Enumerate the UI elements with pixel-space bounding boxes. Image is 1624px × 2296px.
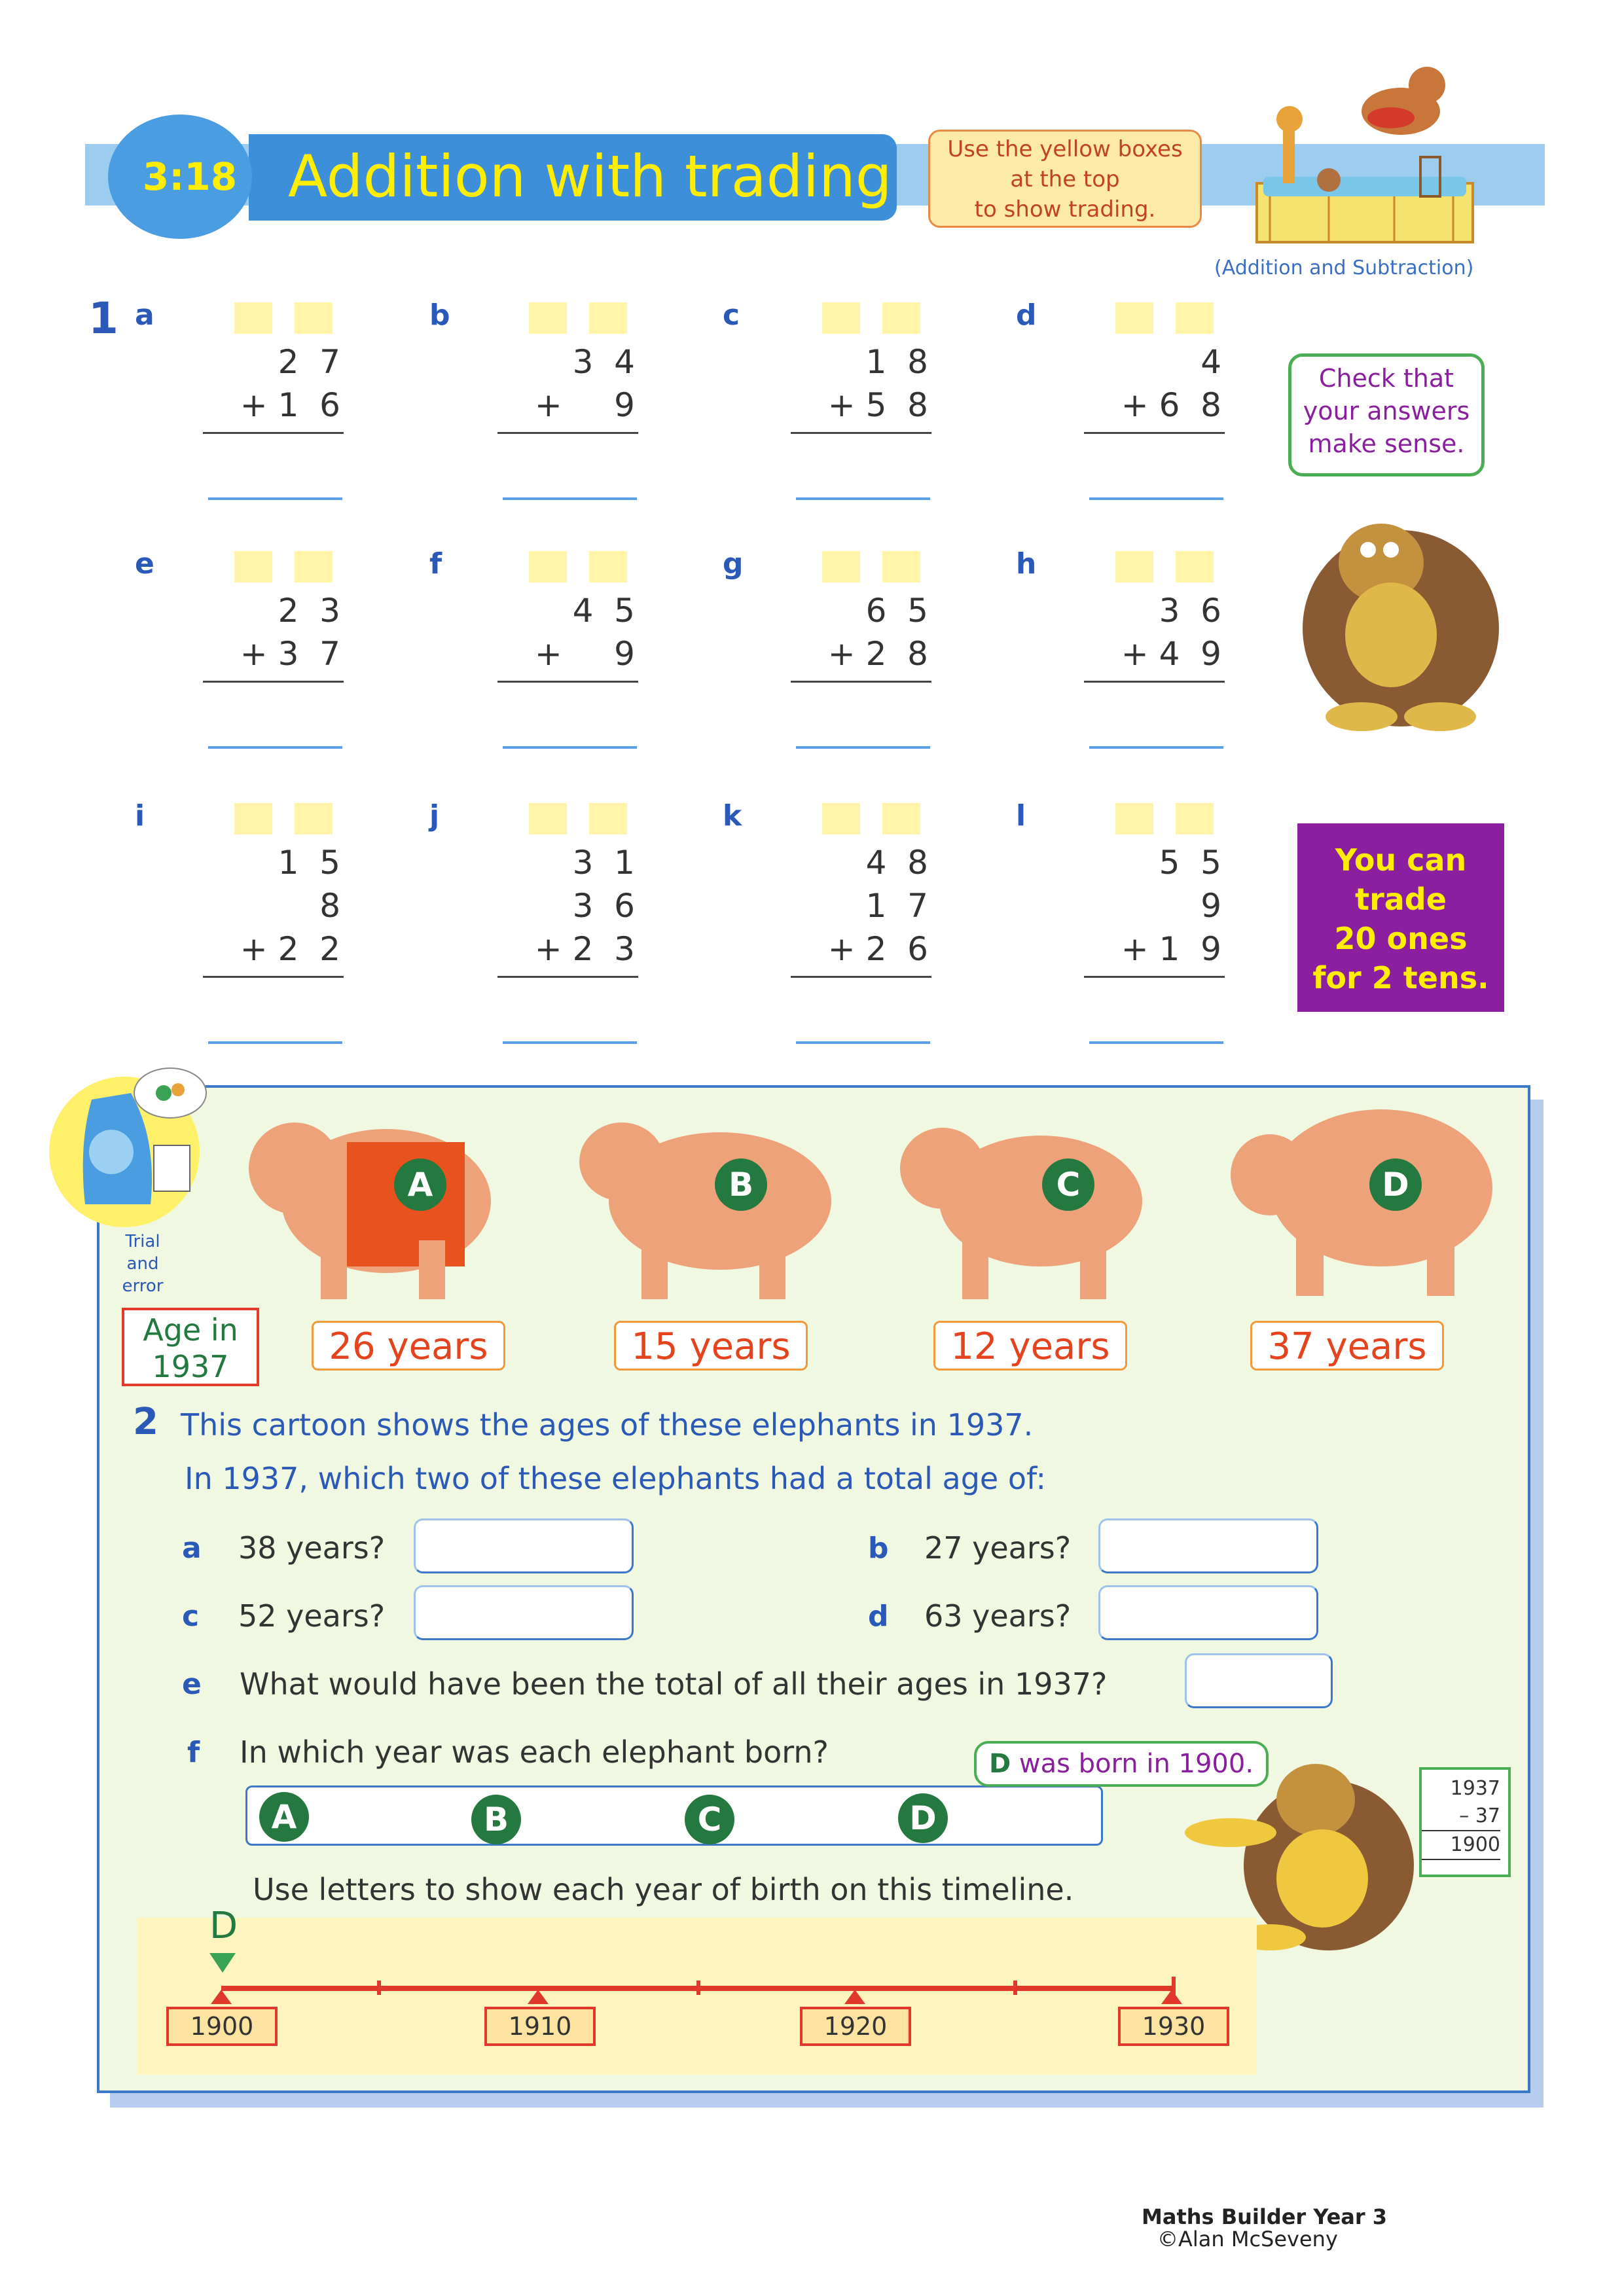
trading-box[interactable]: [1115, 803, 1153, 834]
pool-cartoon-illustration: [1231, 59, 1558, 255]
problem-digit-row: 1 5: [278, 844, 340, 882]
elephant-a-illustration: [249, 1122, 491, 1299]
problem-digit-row: 4 5: [572, 592, 635, 630]
part-a-text: 38 years?: [238, 1530, 386, 1566]
caption-line: and: [126, 1254, 159, 1274]
problem-digit-row: 4: [1200, 343, 1221, 381]
addition-problem: [1016, 543, 1235, 766]
problem-label: f: [429, 547, 442, 581]
problem-digit-row: + 6 8: [1121, 386, 1221, 424]
sum-rule: [1084, 681, 1225, 683]
trading-box[interactable]: [234, 302, 272, 334]
calc-line: 1900: [1422, 1831, 1500, 1860]
problem-digit-row: + 2 6: [827, 930, 928, 968]
trading-box[interactable]: [882, 803, 920, 834]
addition-problem: [137, 795, 353, 1018]
answer-line[interactable]: [1089, 1041, 1223, 1044]
trading-box[interactable]: [529, 803, 567, 834]
tip-line: trade: [1355, 882, 1447, 917]
trading-box[interactable]: [589, 803, 627, 834]
problem-digit-row: + 3 7: [240, 635, 340, 673]
problem-digit-row: + 9: [534, 635, 635, 673]
subtraction-example-box: [1419, 1767, 1511, 1877]
trading-box[interactable]: [234, 803, 272, 834]
timeline-marker-d: D: [209, 1905, 238, 1947]
gorilla-illustration: [1283, 491, 1519, 740]
elephant-badge-a: A: [394, 1158, 446, 1211]
problem-label: l: [1016, 799, 1026, 833]
caption-line: error: [122, 1276, 164, 1296]
trading-box[interactable]: [1176, 551, 1214, 583]
question-1-number: 1: [88, 293, 118, 344]
problem-label: b: [429, 298, 450, 332]
problem-label: h: [1016, 547, 1037, 581]
trading-box[interactable]: [295, 803, 333, 834]
problem-digit-row: + 1 9: [1121, 930, 1221, 968]
sum-rule: [497, 681, 638, 683]
problem-digit-row: + 5 8: [827, 386, 928, 424]
part-c-label: c: [182, 1600, 200, 1633]
problem-digit-row: 9: [1200, 887, 1221, 925]
trading-box[interactable]: [234, 551, 272, 583]
answer-line[interactable]: [208, 497, 342, 500]
bubble-line: make sense.: [1308, 429, 1465, 458]
timeline-pointer-1900: [211, 1990, 232, 2004]
timeline-marker-arrow: [209, 1953, 236, 1973]
calc-line: – 37: [1422, 1803, 1500, 1831]
problem-label: d: [1016, 298, 1037, 332]
trading-box[interactable]: [589, 551, 627, 583]
problem-digit-row: + 2 3: [534, 930, 635, 968]
problem-digit-row: + 2 8: [827, 635, 928, 673]
age-box-a: 26 years: [312, 1321, 505, 1371]
trading-box[interactable]: [1115, 302, 1153, 334]
timeline-pointer-1920: [844, 1990, 865, 2004]
answer-box-d[interactable]: [1098, 1585, 1318, 1640]
thinking-mascot-illustration: [39, 1054, 216, 1250]
elephant-d-illustration: [1231, 1109, 1492, 1296]
problem-digit-row: + 1 6: [240, 386, 340, 424]
addition-problem: [725, 295, 941, 517]
answer-line[interactable]: [796, 1041, 930, 1044]
trading-box[interactable]: [1176, 803, 1214, 834]
problem-digit-row: 5 5: [1159, 844, 1221, 882]
year-label-1920: 1920: [800, 2007, 911, 2046]
problem-label: k: [723, 799, 742, 833]
example-letter: D: [988, 1749, 1011, 1779]
elephant-badge-c: C: [1042, 1158, 1094, 1211]
problem-label: i: [135, 799, 145, 833]
sum-rule: [791, 432, 931, 434]
age-label-line: 1937: [152, 1349, 229, 1384]
question-2-intro: This cartoon shows the ages of these elephants in 1937.: [181, 1407, 1034, 1443]
topic-tag: (Addition and Subtraction): [1214, 257, 1474, 279]
sum-rule: [203, 976, 344, 978]
question-2-number: 2: [133, 1401, 158, 1443]
addition-problem: [1016, 295, 1235, 517]
problem-digit-row: 3 4: [572, 343, 635, 381]
sequence-badge-a: A: [259, 1792, 309, 1842]
lesson-number: 3:18: [142, 154, 238, 199]
problem-digit-row: 3 6: [572, 887, 635, 925]
calc-line: 1937: [1450, 1777, 1500, 1800]
problem-digit-row: 2 7: [278, 343, 340, 381]
check-answers-speech-bubble: [1288, 353, 1485, 476]
addition-problem: [429, 295, 648, 517]
footer-copyright: ©Alan McSeveny: [1157, 2227, 1338, 2251]
problem-digit-row: 4 8: [865, 844, 928, 882]
part-c-text: 52 years?: [238, 1598, 386, 1634]
trading-box[interactable]: [1115, 551, 1153, 583]
trading-tip-box: [1297, 823, 1504, 1012]
addition-problem: [725, 795, 941, 1018]
addition-problem: [429, 795, 648, 1018]
part-e-text: What would have been the total of all their ages in 1937?: [240, 1666, 1108, 1702]
problem-digit-row: + 4 9: [1121, 635, 1221, 673]
problem-digit-row: 3 6: [1159, 592, 1221, 630]
timeline-instruction: Use letters to show each year of birth on this timeline.: [253, 1872, 1074, 1907]
addition-problem: [1016, 795, 1235, 1018]
sum-rule: [203, 432, 344, 434]
timeline-area[interactable]: [137, 1918, 1257, 2075]
trading-box[interactable]: [529, 302, 567, 334]
problem-digit-row: 1 7: [865, 887, 928, 925]
timeline-tick: [377, 1981, 381, 1995]
age-label-line: Age in: [143, 1312, 238, 1348]
timeline-pointer-1930: [1161, 1990, 1182, 2004]
elephant-badge-d: D: [1369, 1158, 1422, 1211]
problem-label: g: [723, 547, 744, 581]
sum-rule: [791, 681, 931, 683]
part-e-label: e: [182, 1668, 202, 1701]
problem-label: a: [135, 298, 154, 332]
caption-line: Trial: [125, 1232, 160, 1251]
addition-problem: [137, 543, 353, 766]
problem-label: j: [429, 799, 440, 833]
problem-digit-row: 8: [319, 887, 340, 925]
timeline-pointer-1910: [528, 1990, 549, 2004]
trial-and-error-caption: [117, 1230, 169, 1297]
elephant-c-illustration: [900, 1128, 1142, 1299]
problem-digit-row: + 9: [534, 386, 635, 424]
answer-line[interactable]: [1089, 497, 1223, 500]
answer-box-b[interactable]: [1098, 1518, 1318, 1573]
question-2-prompt: In 1937, which two of these elephants had a total age of:: [185, 1461, 1047, 1496]
problem-digit-row: 2 3: [278, 592, 340, 630]
answer-box-a[interactable]: [414, 1518, 634, 1573]
instruction-note: [928, 130, 1202, 228]
part-b-text: 27 years?: [924, 1530, 1072, 1566]
year-label-1910: 1910: [484, 2007, 596, 2046]
part-a-label: a: [182, 1532, 202, 1565]
answer-box-e[interactable]: [1185, 1653, 1333, 1708]
problem-digit-row: 6 5: [865, 592, 928, 630]
trading-box[interactable]: [295, 551, 333, 583]
birth-year-answer-strip[interactable]: [245, 1785, 1103, 1846]
elephant-badge-b: B: [715, 1158, 767, 1211]
note-line: at the top: [1010, 166, 1120, 192]
addition-problem: [137, 295, 353, 517]
problem-label: c: [723, 298, 740, 332]
trading-box[interactable]: [882, 551, 920, 583]
trading-box[interactable]: [589, 302, 627, 334]
answer-line[interactable]: [208, 746, 342, 749]
age-box-c: 12 years: [933, 1321, 1127, 1371]
sequence-badge-c: C: [685, 1795, 734, 1844]
age-in-1937-label: [122, 1308, 259, 1386]
timeline-tick: [1013, 1981, 1017, 1995]
bubble-line: Check that: [1318, 364, 1454, 393]
trading-box[interactable]: [295, 302, 333, 334]
problem-label: e: [135, 547, 154, 581]
year-label-1930: 1930: [1118, 2007, 1229, 2046]
part-f-label: f: [187, 1736, 200, 1769]
note-line: Use the yellow boxes: [947, 136, 1183, 162]
sum-rule: [1084, 432, 1225, 434]
sum-rule: [203, 681, 344, 683]
answer-line[interactable]: [503, 1041, 637, 1044]
footer-book-title: Maths Builder Year 3: [1142, 2204, 1388, 2229]
bubble-line: your answers: [1303, 397, 1470, 425]
answer-line[interactable]: [208, 1041, 342, 1044]
sequence-badge-d: D: [898, 1793, 948, 1843]
sum-rule: [497, 432, 638, 434]
addition-problem: [725, 543, 941, 766]
elephant-b-illustration: [579, 1122, 831, 1299]
trading-box[interactable]: [822, 803, 860, 834]
age-box-d: 37 years: [1250, 1321, 1444, 1371]
tip-line: for 2 tens.: [1312, 960, 1489, 996]
sum-rule: [497, 976, 638, 978]
problem-digit-row: 3 1: [572, 844, 635, 882]
year-label-1900: 1900: [166, 2007, 278, 2046]
trading-box[interactable]: [882, 302, 920, 334]
trading-box[interactable]: [1176, 302, 1214, 334]
answer-line[interactable]: [503, 746, 637, 749]
page-title: Addition with trading: [288, 143, 892, 210]
note-line: to show trading.: [974, 196, 1156, 223]
trading-box[interactable]: [529, 551, 567, 583]
trading-box[interactable]: [822, 302, 860, 334]
sum-rule: [791, 976, 931, 978]
timeline-tick: [696, 1981, 700, 1995]
answer-line[interactable]: [796, 497, 930, 500]
tip-line: You can: [1335, 842, 1467, 878]
problem-digit-row: + 2 2: [240, 930, 340, 968]
age-box-b: 15 years: [614, 1321, 808, 1371]
part-b-label: b: [868, 1532, 889, 1565]
tip-line: 20 ones: [1334, 921, 1468, 956]
addition-problem: [429, 543, 648, 766]
answer-line[interactable]: [796, 746, 930, 749]
part-d-label: d: [868, 1600, 889, 1633]
part-d-text: 63 years?: [924, 1598, 1072, 1634]
answer-line[interactable]: [1089, 746, 1223, 749]
part-f-text: In which year was each elephant born?: [240, 1734, 829, 1770]
trading-box[interactable]: [822, 551, 860, 583]
sequence-badge-b: B: [471, 1795, 521, 1844]
example-text: was born in 1900.: [1011, 1749, 1254, 1779]
sum-rule: [1084, 976, 1225, 978]
problem-digit-row: 1 8: [865, 343, 928, 381]
answer-line[interactable]: [503, 497, 637, 500]
answer-box-c[interactable]: [414, 1585, 634, 1640]
